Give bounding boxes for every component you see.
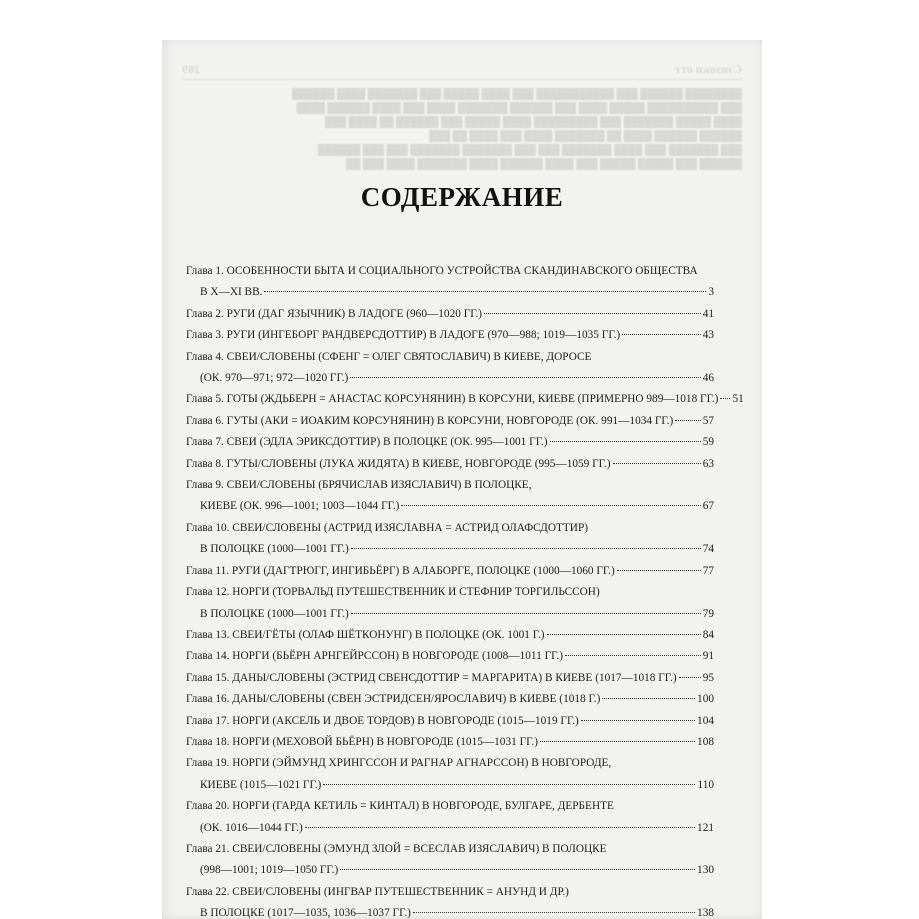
toc-entry[interactable]	[186, 882, 714, 919]
toc-page-number: 67	[702, 500, 714, 513]
toc-entry[interactable]	[186, 518, 714, 561]
toc-entry-text: Глава 2. РУГИ (ДАГ ЯЗЫЧНИК) В ЛАДОГЕ (960—1020 ГГ.)	[186, 307, 483, 320]
toc-entry[interactable]	[186, 646, 714, 667]
toc-entry-text: Глава 18. НОРГИ (МЕХОВОЙ БЬЁРН) В НОВГОРОДЕ (1015—1031 ГГ.)	[186, 735, 538, 748]
toc-entry-text: Глава 10. СВЕИ/СЛОВЕНЫ (АСТРИД ИЗЯСЛАВНА = АСТРИД ОЛАФСДОТТИР)	[186, 521, 589, 534]
toc-entry-last-line	[186, 775, 714, 796]
dot-leader	[622, 334, 701, 335]
toc-entry[interactable]	[186, 561, 714, 582]
toc-entry-last-line	[186, 304, 714, 325]
toc-entry-text: Глава 6. ГУТЫ (АКИ = ИОАКИМ КОРСУНЯНИН) В КОРСУНИ, НОВГОРОДЕ (ОК. 991—1034 ГГ.)	[186, 414, 674, 427]
toc-entry[interactable]	[186, 325, 714, 346]
page-title: СОДЕРЖАНИЕ	[360, 182, 564, 212]
toc-entry-text: Глава 15. ДАНЫ/СЛОВЕНЫ (ЭСТРИД СВЕНСДОТТИР = МАРГАРИТА) В КИЕВЕ (1017—1018 ГГ.)	[186, 671, 677, 684]
toc-entry-last-line	[186, 711, 714, 732]
toc-entry[interactable]	[186, 582, 714, 625]
toc-page-number: 84	[702, 628, 714, 641]
dot-leader	[413, 912, 695, 913]
toc-entry-last-line	[186, 496, 714, 517]
toc-entry-text: В ПОЛОЦКЕ (1000—1001 ГГ.)	[200, 607, 349, 620]
toc-entry-last-line	[186, 689, 714, 710]
toc-entry-last-line	[186, 860, 714, 881]
toc-entry-text: Глава 12. НОРГИ (ТОРВАЛЬД ПУТЕШЕСТВЕННИК И СТЕФНИР ТОРГИЛЬССОН)	[186, 586, 600, 599]
toc-page-number: 79	[702, 607, 714, 620]
toc-entry[interactable]	[186, 689, 714, 710]
toc-entry[interactable]	[186, 261, 714, 304]
toc-entry[interactable]	[186, 839, 714, 882]
toc-entry-text: Глава 11. РУГИ (ДАГТРЮГГ, ИНГИБЬЁРГ) В АЛАБОРГЕ, ПОЛОЦКЕ (1000—1060 ГГ.)	[186, 564, 615, 577]
toc-entry-text: Глава 1. ОСОБЕННОСТИ БЫТА И СОЦИАЛЬНОГО УСТРОЙСТВА СКАНДИНАВСКОГО ОБЩЕСТВА	[186, 265, 698, 277]
toc-entry[interactable]	[186, 411, 714, 432]
dot-leader	[484, 313, 701, 314]
toc-entry-text: (ОК. 1016—1044 ГГ.)	[200, 821, 303, 834]
toc-entry-last-line	[186, 646, 714, 667]
toc-entry[interactable]	[186, 732, 714, 753]
toc-page-number: 46	[702, 372, 714, 385]
toc-page-number: 130	[697, 864, 714, 877]
toc-entry-text: Глава 19. НОРГИ (ЭЙМУНД ХРИНГССОН И РАГНАР АГНАРССОН) В НОВГОРОДЕ,	[186, 757, 612, 770]
toc-page-number: 138	[697, 907, 714, 919]
toc-page-number: 41	[702, 307, 714, 320]
toc-page-number: 110	[697, 778, 714, 791]
toc-page-number: 100	[697, 693, 714, 706]
dot-leader	[581, 720, 695, 721]
toc-entry-last-line	[186, 818, 714, 839]
toc-page-number: 104	[697, 714, 714, 727]
toc-entry-last-line	[186, 454, 714, 475]
dot-leader	[351, 613, 701, 614]
toc-page-number: 108	[697, 735, 714, 748]
show-through-header	[182, 62, 742, 80]
toc-page-number: 74	[702, 543, 714, 556]
toc-entry[interactable]	[186, 304, 714, 325]
dot-leader	[602, 698, 695, 699]
toc-entry[interactable]	[186, 711, 714, 732]
toc-entry-text: Глава 13. СВЕИ/ГЁТЫ (ОЛАФ ШЁТКОНУНГ) В ПОЛОЦКЕ (ОК. 1001 Г.)	[186, 628, 545, 641]
toc-page-number: 3	[708, 286, 714, 299]
toc-entry[interactable]	[186, 753, 714, 796]
dot-leader	[617, 570, 701, 571]
toc-entry-text: Глава 7. СВЕИ (ЭДЛА ЭРИКСДОТТИР) В ПОЛОЦКЕ (ОК. 995—1001 ГГ.)	[186, 436, 548, 449]
toc-page-number: 91	[702, 650, 714, 663]
toc-entry[interactable]	[186, 347, 714, 390]
toc-entry-text: Глава 9. СВЕИ/СЛОВЕНЫ (БРЯЧИСЛАВ ИЗЯСЛАВИЧ) В ПОЛОЦКЕ,	[186, 479, 532, 492]
toc-page-number: 95	[702, 671, 714, 684]
toc-entry[interactable]	[186, 668, 714, 689]
toc-entry-last-line	[186, 732, 714, 753]
dot-leader	[340, 869, 695, 870]
dot-leader	[350, 377, 700, 378]
table-of-contents	[186, 261, 744, 919]
toc-entry-text: (998—1001; 1019—1050 ГГ.)	[200, 864, 339, 877]
toc-entry[interactable]	[186, 796, 714, 839]
toc-entry-text: КИЕВЕ (1015—1021 ГГ.)	[200, 778, 322, 791]
toc-entry-last-line	[186, 604, 714, 625]
toc-entry-text: Глава 14. НОРГИ (БЬЁРН АРНГЕЙРССОН) В НОВГОРОДЕ (1008—1011 ГГ.)	[186, 650, 563, 663]
toc-entry-text: Глава 16. ДАНЫ/СЛОВЕНЫ (СВЕН ЭСТРИДСЕН/ЯРОСЛАВИЧ) В КИЕВЕ (1018 Г.)	[186, 693, 601, 706]
toc-entry-last-line	[186, 668, 714, 689]
toc-entry-last-line	[186, 282, 714, 303]
toc-page-number: 51	[732, 393, 744, 406]
toc-entry-text: Глава 22. СВЕИ/СЛОВЕНЫ (ИНГВАР ПУТЕШЕСТВЕННИК = АНУНД И ДР.)	[186, 885, 569, 898]
toc-entry-last-line	[186, 625, 714, 646]
toc-entry-last-line	[186, 903, 714, 919]
toc-entry[interactable]	[186, 454, 714, 475]
toc-entry-last-line	[186, 325, 714, 346]
dot-leader	[720, 398, 730, 399]
toc-entry-last-line	[186, 561, 714, 582]
dot-leader	[351, 548, 701, 549]
toc-entry-text: Глава 5. ГОТЫ (ЖДЬБЕРН = АНАСТАС КОРСУНЯНИН) В КОРСУНИ, КИЕВЕ (ПРИМЕРНО 989—1018 ГГ.)	[186, 393, 719, 406]
toc-page-number: 59	[702, 436, 714, 449]
dot-leader	[305, 827, 695, 828]
show-through-header-right: 289	[182, 62, 200, 76]
toc-entry-text: В X—XI ВВ.	[200, 286, 263, 299]
show-through-lines: ████████ ██████ ███ ███████████ ███ ████ █████ ███ ███████ ████ ██████ ███ ██████████ █████ ████ ███ ██████ ███████ ████ ███ ████ ██████ ████ ████ █████ ███████ ███ █████████ ████ █████ ███ ██████ ██ ████ ███ ██████ ██████ ████ ██ ███████ ████ ███ ████ ██ ███ ███ ███████ ███ ████ ███████ ███ ███ ███████ ███████ ███ ███ ██████ ██████ ███ █████ █████ ███ ████ ██████ ████ ███████ ████ ███ ██	[291, 89, 742, 170]
toc-entry[interactable]	[186, 389, 744, 410]
dot-leader	[679, 677, 701, 678]
toc-entry-text: Глава 20. НОРГИ (ГАРДА КЕТИЛЬ = КИНТАЛ) В НОВГОРОДЕ, БУЛГАРЕ, ДЕРБЕНТЕ	[186, 800, 614, 813]
toc-page-number: 121	[697, 821, 714, 834]
toc-entry-text: (ОК. 970—971; 972—1020 ГГ.)	[200, 372, 349, 385]
toc-page-number: 63	[702, 457, 714, 470]
toc-entry-last-line	[186, 411, 714, 432]
toc-page-number: 57	[702, 414, 714, 427]
toc-entry-last-line	[186, 368, 714, 389]
toc-page-number: 77	[702, 564, 714, 577]
dot-leader	[550, 441, 701, 442]
dot-leader	[547, 634, 701, 635]
toc-entry-text: Глава 17. НОРГИ (АКСЕЛЬ И ДВОЕ ТОРДОВ) В НОВГОРОДЕ (1015—1019 ГГ.)	[186, 714, 579, 727]
toc-entry[interactable]	[186, 432, 714, 453]
toc-entry[interactable]	[186, 625, 714, 646]
toc-entry-text: Глава 4. СВЕИ/СЛОВЕНЫ (СФЕНГ = ОЛЕГ СВЯТОСЛАВИЧ) В КИЕВЕ, ДОРОСЕ	[186, 350, 592, 363]
toc-entry-text: Глава 3. РУГИ (ИНГЕБОРГ РАНДВЕРСДОТТИР) В ЛАДОГЕ (970—988; 1019—1035 ГГ.)	[186, 329, 621, 342]
dot-leader	[323, 784, 695, 785]
toc-entry[interactable]	[186, 475, 714, 518]
dot-leader	[401, 505, 700, 506]
toc-entry-text: Глава 21. СВЕИ/СЛОВЕНЫ (ЭМУНД ЗЛОЙ = ВСЕСЛАВ ИЗЯСЛАВИЧ) В ПОЛОЦКЕ	[186, 842, 607, 855]
toc-entry-text: КИЕВЕ (ОК. 996—1001; 1003—1044 ГГ.)	[200, 500, 400, 513]
toc-page-number: 43	[702, 329, 714, 342]
dot-leader	[540, 741, 695, 742]
book-page	[162, 40, 762, 919]
dot-leader	[264, 291, 706, 292]
show-through-header-left: Cэнэвкн отт	[675, 62, 742, 76]
toc-entry-last-line	[186, 389, 744, 410]
dot-leader	[675, 420, 700, 421]
toc-entry-last-line	[186, 432, 714, 453]
toc-entry-text: В ПОЛОЦКЕ (1000—1001 ГГ.)	[200, 543, 349, 556]
dot-leader	[565, 655, 701, 656]
toc-entry-text: Глава 8. ГУТЫ/СЛОВЕНЫ (ЛУКА ЖИДЯТА) В КИЕВЕ, НОВГОРОДЕ (995—1059 ГГ.)	[186, 457, 611, 470]
toc-entry-text: В ПОЛОЦКЕ (1017—1035, 1036—1037 ГГ.)	[200, 907, 411, 919]
dot-leader	[613, 463, 701, 464]
toc-entry-last-line	[186, 539, 714, 560]
